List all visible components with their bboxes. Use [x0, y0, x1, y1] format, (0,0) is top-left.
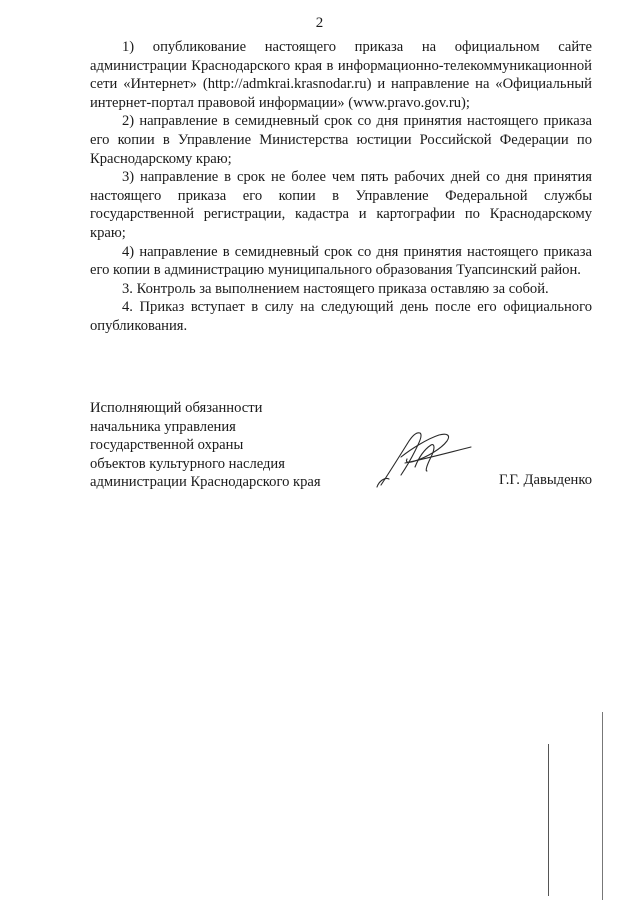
signatory-title-line: администрации Краснодарского края — [90, 474, 321, 491]
document-body — [90, 38, 592, 336]
paragraph: 2) направление в семидневный срок со дня принятия настоящего приказа его копии в Управление Министерства юстиции Российской Федерации по Краснодарскому краю; — [90, 113, 592, 167]
scan-edge-line — [548, 744, 549, 896]
signature-block — [90, 399, 592, 499]
page-number: 2 — [315, 15, 324, 31]
handwritten-signature — [375, 427, 475, 489]
signatory-title-line: начальника управления — [90, 418, 236, 435]
paragraph: 3. Контроль за выполнением настоящего приказа оставляю за собой. — [122, 280, 549, 297]
signatory-name: Г.Г. Давыденко — [498, 472, 592, 488]
paragraph: 4. Приказ вступает в силу на следующий день после его официального опубликования. — [90, 299, 592, 334]
paragraph: 4) направление в семидневный срок со дня принятия настоящего приказа его копии в администрацию муниципального образования Туапсинский район. — [90, 243, 592, 279]
signatory-title-line: объектов культурного наследия — [90, 455, 285, 472]
signatory-title-line: государственной охраны — [90, 437, 244, 454]
paragraph: 1) опубликование настоящего приказа на официальном сайте администрации Краснодарского края в информационно-телекоммуникационной сети «Интернет» (http://admkrai.krasnodar.ru) и направление на «Официальный интернет-портал правовой информации» (www.pravo.gov.ru); — [90, 39, 592, 111]
paragraph: 3) направление в срок не более чем пять рабочих дней со дня принятия настоящего приказа его копии в Управление Федеральной службы государственной регистрации, кадастра и картографии по Краснодарскому краю; — [90, 169, 592, 241]
signatory-title-line: Исполняющий обязанности — [90, 400, 263, 416]
signatory-title — [90, 399, 321, 492]
scan-edge-line — [602, 712, 603, 900]
